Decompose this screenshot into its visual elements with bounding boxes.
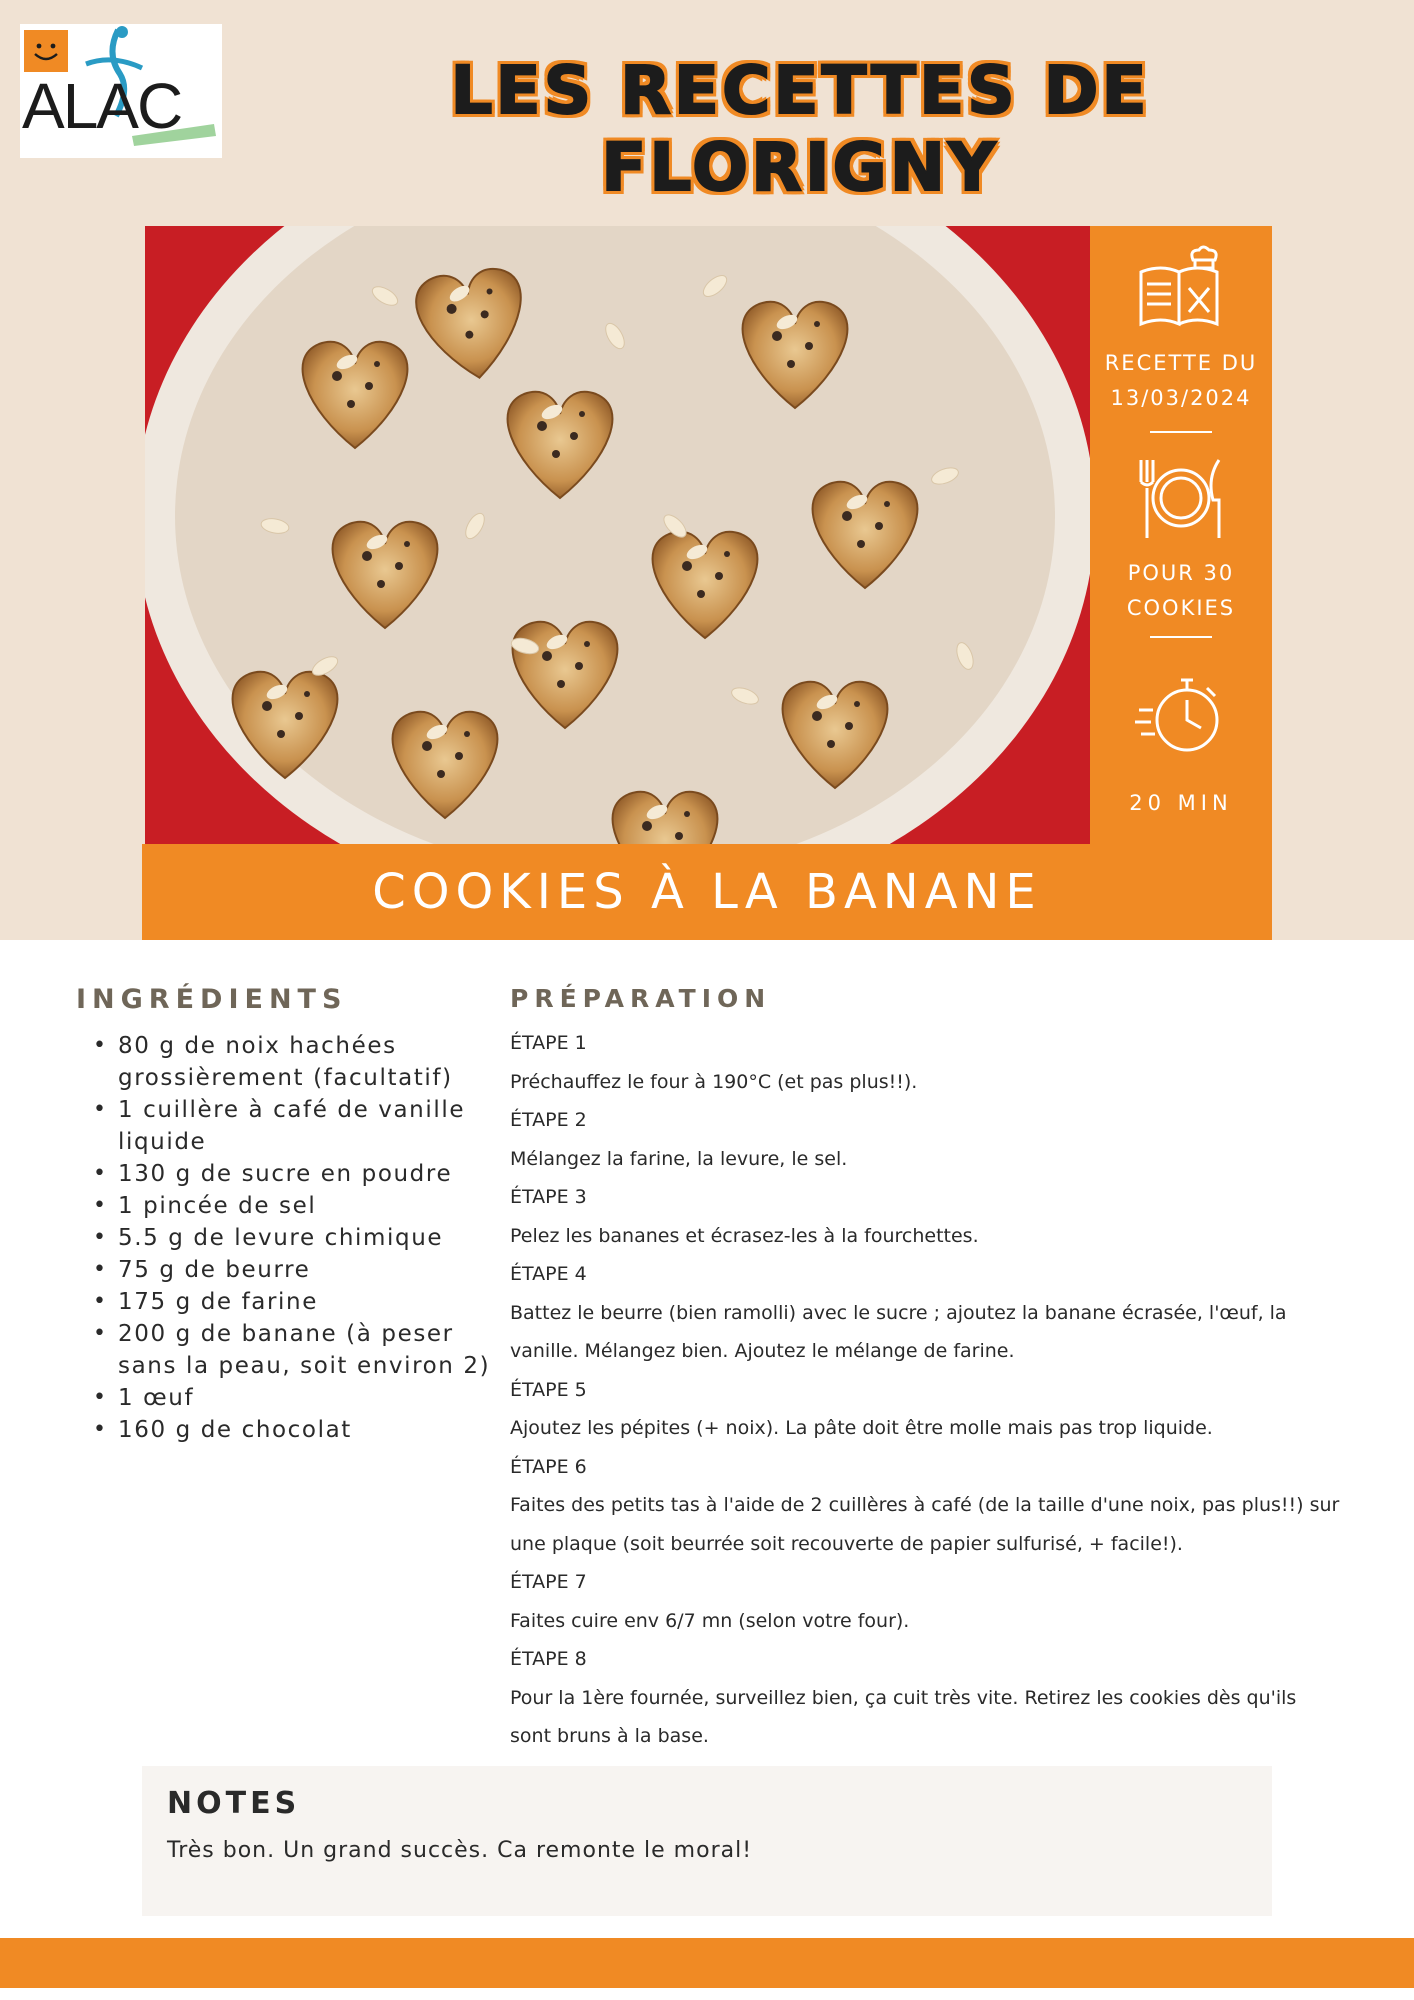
prep-step — [510, 1178, 1342, 1255]
servings-line-1: POUR 30 — [1127, 561, 1235, 585]
recipe-title: COOKIES À LA BANANE — [142, 844, 1272, 940]
step-text: Pelez les bananes et écrasez-les à la fourchettes. — [510, 1224, 979, 1247]
ingredients-heading: INGRÉDIENTS — [76, 984, 348, 1015]
alac-logo — [20, 24, 222, 158]
prep-time: 20 MIN — [1129, 791, 1233, 815]
footer-band — [0, 1938, 1414, 1988]
notes-text: Très bon. Un grand succès. Ca remonte le moral! — [167, 1838, 753, 1863]
site-title: LES RECETTES DE FLORIGNY — [450, 52, 1150, 206]
servings-line-2: COOKIES — [1126, 596, 1236, 620]
ingredient-item: • 175 g de farine — [87, 1286, 497, 1318]
stopwatch-icon — [1131, 666, 1231, 766]
ingredient-item: • 1 pincée de sel — [87, 1190, 497, 1222]
step-label: ÉTAPE 5 — [510, 1378, 587, 1401]
notes-box — [142, 1766, 1272, 1916]
divider — [1150, 636, 1212, 638]
prep-step — [510, 1024, 1342, 1101]
step-label: ÉTAPE 6 — [510, 1455, 587, 1478]
ingredient-item: • 1 œuf — [87, 1382, 497, 1414]
prep-step — [510, 1448, 1342, 1564]
step-text: Battez le beurre (bien ramolli) avec le sucre ; ajoutez la banane écrasée, l'œuf, la vanille. Mélangez bien. Ajoutez le mélange de farine. — [510, 1301, 1287, 1362]
ingredient-item: • 160 g de chocolat — [87, 1414, 497, 1446]
step-text: Mélangez la farine, la levure, le sel. — [510, 1147, 848, 1170]
recipe-date: 13/03/2024 — [1110, 386, 1252, 410]
ingredients-list — [87, 1030, 497, 1446]
prep-step — [510, 1101, 1342, 1178]
cookies-plate-illustration — [145, 226, 1090, 844]
ingredient-item: • 5.5 g de levure chimique — [87, 1222, 497, 1254]
step-label: ÉTAPE 2 — [510, 1109, 587, 1131]
ingredient-item: • 130 g de sucre en poudre — [87, 1158, 497, 1190]
step-label: ÉTAPE 3 — [510, 1186, 587, 1208]
step-text: Préchauffez le four à 190°C (et pas plus!!). — [510, 1070, 918, 1093]
alac-logo-graphic — [20, 24, 222, 158]
recipe-meta-panel — [1090, 226, 1272, 844]
step-label: ÉTAPE 8 — [510, 1648, 587, 1670]
prep-step — [510, 1255, 1342, 1371]
step-label: ÉTAPE 1 — [510, 1032, 587, 1054]
ingredient-item: • 200 g de banane (à peser sans la peau, soit environ 2) — [87, 1318, 497, 1382]
preparation-heading: PRÉPARATION — [510, 984, 772, 1013]
ingredient-item: • 1 cuillère à café de vanille liquide — [87, 1094, 497, 1158]
logo-text: ALAC — [22, 70, 182, 142]
step-text: Faites cuire env 6/7 mn (selon votre four). — [510, 1609, 910, 1632]
ingredient-item: • 80 g de noix hachées grossièrement (facultatif) — [87, 1030, 497, 1094]
step-text: Faites des petits tas à l'aide de 2 cuillères à café (de la taille d'une noix, pas plus!!) sur une plaque (soit beurrée soit recouverte de papier sulfurisé, + facile!). — [510, 1494, 1340, 1555]
date-label: RECETTE DU — [1104, 351, 1258, 375]
prep-step — [510, 1563, 1342, 1640]
step-label: ÉTAPE 4 — [510, 1263, 587, 1285]
recipe-photo — [145, 226, 1090, 844]
notes-heading: NOTES — [167, 1786, 301, 1821]
preparation-steps — [510, 1024, 1342, 1756]
plate-cutlery-icon — [1131, 448, 1231, 548]
prep-step — [510, 1640, 1342, 1756]
divider — [1150, 431, 1212, 433]
prep-step — [510, 1371, 1342, 1448]
ingredient-item: • 75 g de beurre — [87, 1254, 497, 1286]
cookbook-icon — [1131, 242, 1231, 342]
step-label: ÉTAPE 7 — [510, 1571, 587, 1593]
step-text: Pour la 1ère fournée, surveillez bien, ça cuit très vite. Retirez les cookies dès qu'ils sont bruns à la base. — [510, 1686, 1297, 1747]
step-text: Ajoutez les pépites (+ noix). La pâte doit être molle mais pas trop liquide. — [510, 1417, 1213, 1439]
